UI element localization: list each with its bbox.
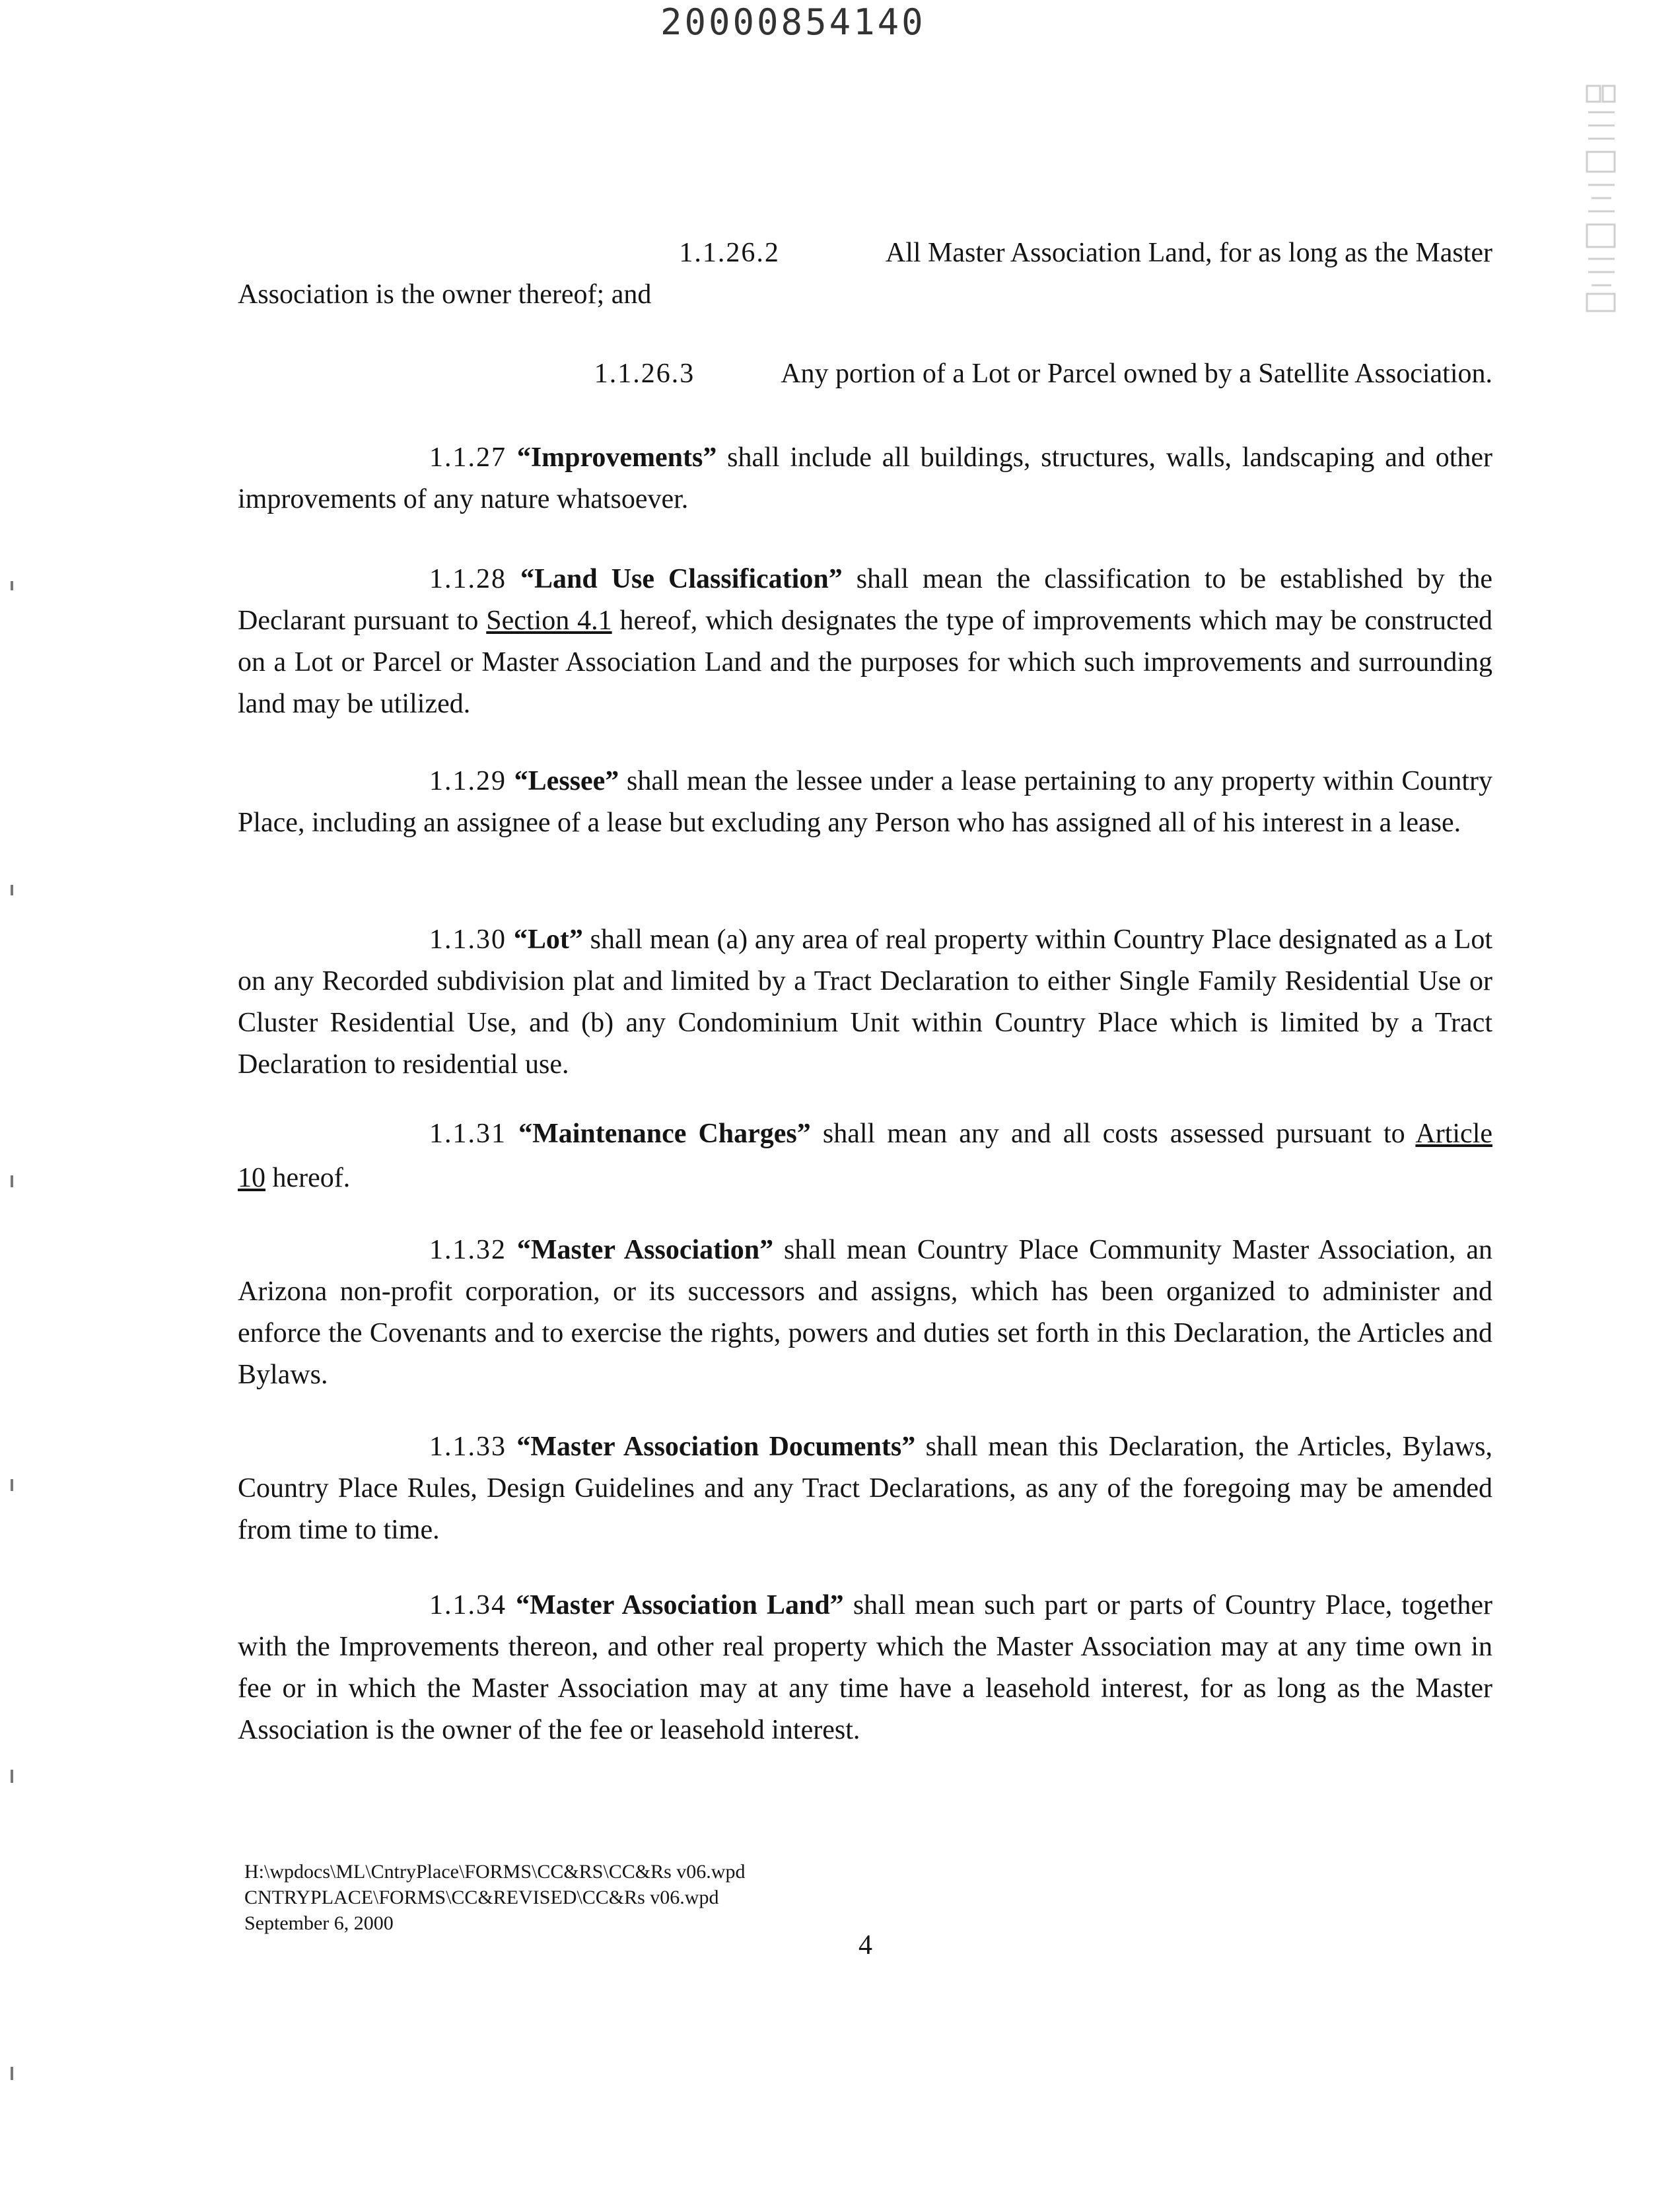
definition-text-continued: hereof, which designates the type of improvements which may be constructed on a Lot or Parcel or Master Association Land and the purposes for which such improvements and surrounding land may be utilized. (238, 606, 1492, 719)
definition-text: shall mean the classification to be established by the Declarant pursuant to (238, 564, 1493, 636)
definition-text: shall mean this Declaration, the Articles, Bylaws, Country Place Rules, Design Guidelines and any Tract Declarations, as any of the foregoing may be amended from time to time. (238, 1432, 1493, 1545)
section-1-1-33 (238, 1426, 1492, 1551)
section-number: 1.1.28 (429, 564, 507, 594)
defined-term: “Land Use Classification” (520, 564, 843, 594)
section-number: 1.1.27 (429, 442, 507, 473)
section-number: 1.1.26.3 (594, 359, 695, 389)
margin-scan-mark (11, 2067, 13, 2080)
section-1-1-31 (238, 1113, 1492, 1199)
section-reference-link: Section 4.1 (486, 606, 612, 636)
margin-scan-mark (11, 1770, 13, 1783)
footer-file-path-alt: CNTRYPLACE\FORMS\CC&REVISED\CC&Rs v06.wpd (244, 1887, 719, 1908)
defined-term: “Maintenance Charges” (518, 1119, 811, 1149)
page-number: 4 (858, 1930, 872, 1961)
section-1-1-28 (238, 559, 1492, 725)
side-stamp-mark (1575, 79, 1628, 317)
section-number: 1.1.31 (429, 1119, 507, 1149)
footer (244, 1859, 745, 1936)
section-text: Any portion of a Lot or Parcel owned by a Satellite Association. (781, 359, 1492, 389)
definition-text: shall mean Country Place Community Master Association, an Arizona non-profit corporation, or its successors and assigns, which has been organized to administer and enforce the Covenants and to exercise the rights, powers and duties set forth in this Declaration, the Articles and Bylaws. (238, 1235, 1492, 1390)
section-1-1-30 (238, 919, 1492, 1086)
section-number: 1.1.34 (429, 1590, 507, 1620)
section-1-1-32 (238, 1230, 1492, 1396)
article-reference-link: Article (1415, 1119, 1492, 1149)
footer-file-path: H:\wpdocs\ML\CntryPlace\FORMS\CC&RS\CC&Rs v06.wpd (244, 1861, 746, 1883)
section-text: All Master Association Land, for as long as the Master (885, 238, 1492, 268)
section-1-1-29 (238, 761, 1492, 844)
defined-term: “Lot” (513, 924, 583, 955)
section-text-continued: Association is the owner thereof; and (238, 279, 652, 310)
section-number: 1.1.29 (429, 766, 507, 796)
section-number: 1.1.26.2 (679, 238, 780, 268)
defined-term: “Lessee” (514, 766, 619, 796)
defined-term: “Master Association Land” (516, 1590, 844, 1620)
margin-scan-mark (11, 581, 13, 590)
section-1-1-26-2 (238, 232, 1492, 316)
definition-text: shall mean the lessee under a lease pertaining to any property within Country Place, including an assignee of a lease but excluding any Person who has assigned all of his interest in a lease. (238, 766, 1492, 838)
section-1-1-34 (238, 1585, 1492, 1751)
defined-term: “Master Association Documents” (516, 1432, 916, 1462)
section-1-1-27 (238, 437, 1492, 520)
definition-text: shall mean such part or parts of Country Place, together with the Improvements thereon, and other real property which the Master Association may at any time own in fee or in which the Master Association may at any time have a leasehold interest, for as long as the Master Association is the owner of the fee or leasehold interest. (238, 1590, 1492, 1745)
section-number: 1.1.33 (429, 1432, 507, 1462)
article-reference-number: 10 (238, 1163, 265, 1193)
definition-text: shall mean any and all costs assessed pursuant to (810, 1119, 1416, 1149)
footer-date: September 6, 2000 (244, 1912, 394, 1934)
margin-scan-mark (11, 1175, 13, 1187)
defined-term: “Master Association” (516, 1235, 774, 1265)
margin-scan-mark (11, 1479, 13, 1491)
definition-text-continued: hereof. (265, 1163, 351, 1193)
section-number: 1.1.32 (429, 1235, 507, 1265)
margin-scan-mark (11, 885, 13, 895)
defined-term: “Improvements” (516, 442, 717, 473)
document-number: 20000854140 (660, 1, 926, 43)
definition-text: shall mean (a) any area of real property within Country Place designated as a Lot on any Recorded subdivision plat and limited by a Tract Declaration to either Single Family Residential Use or Cluster Residential Use, and (b) any Condominium Unit within Country Place which is limited by a Tract Declaration to residential use. (238, 924, 1493, 1080)
definition-text: shall include all buildings, structures, walls, landscaping and other improvements of any nature whatsoever. (238, 442, 1493, 514)
section-number: 1.1.30 (429, 924, 507, 955)
section-1-1-26-3 (238, 353, 1492, 395)
